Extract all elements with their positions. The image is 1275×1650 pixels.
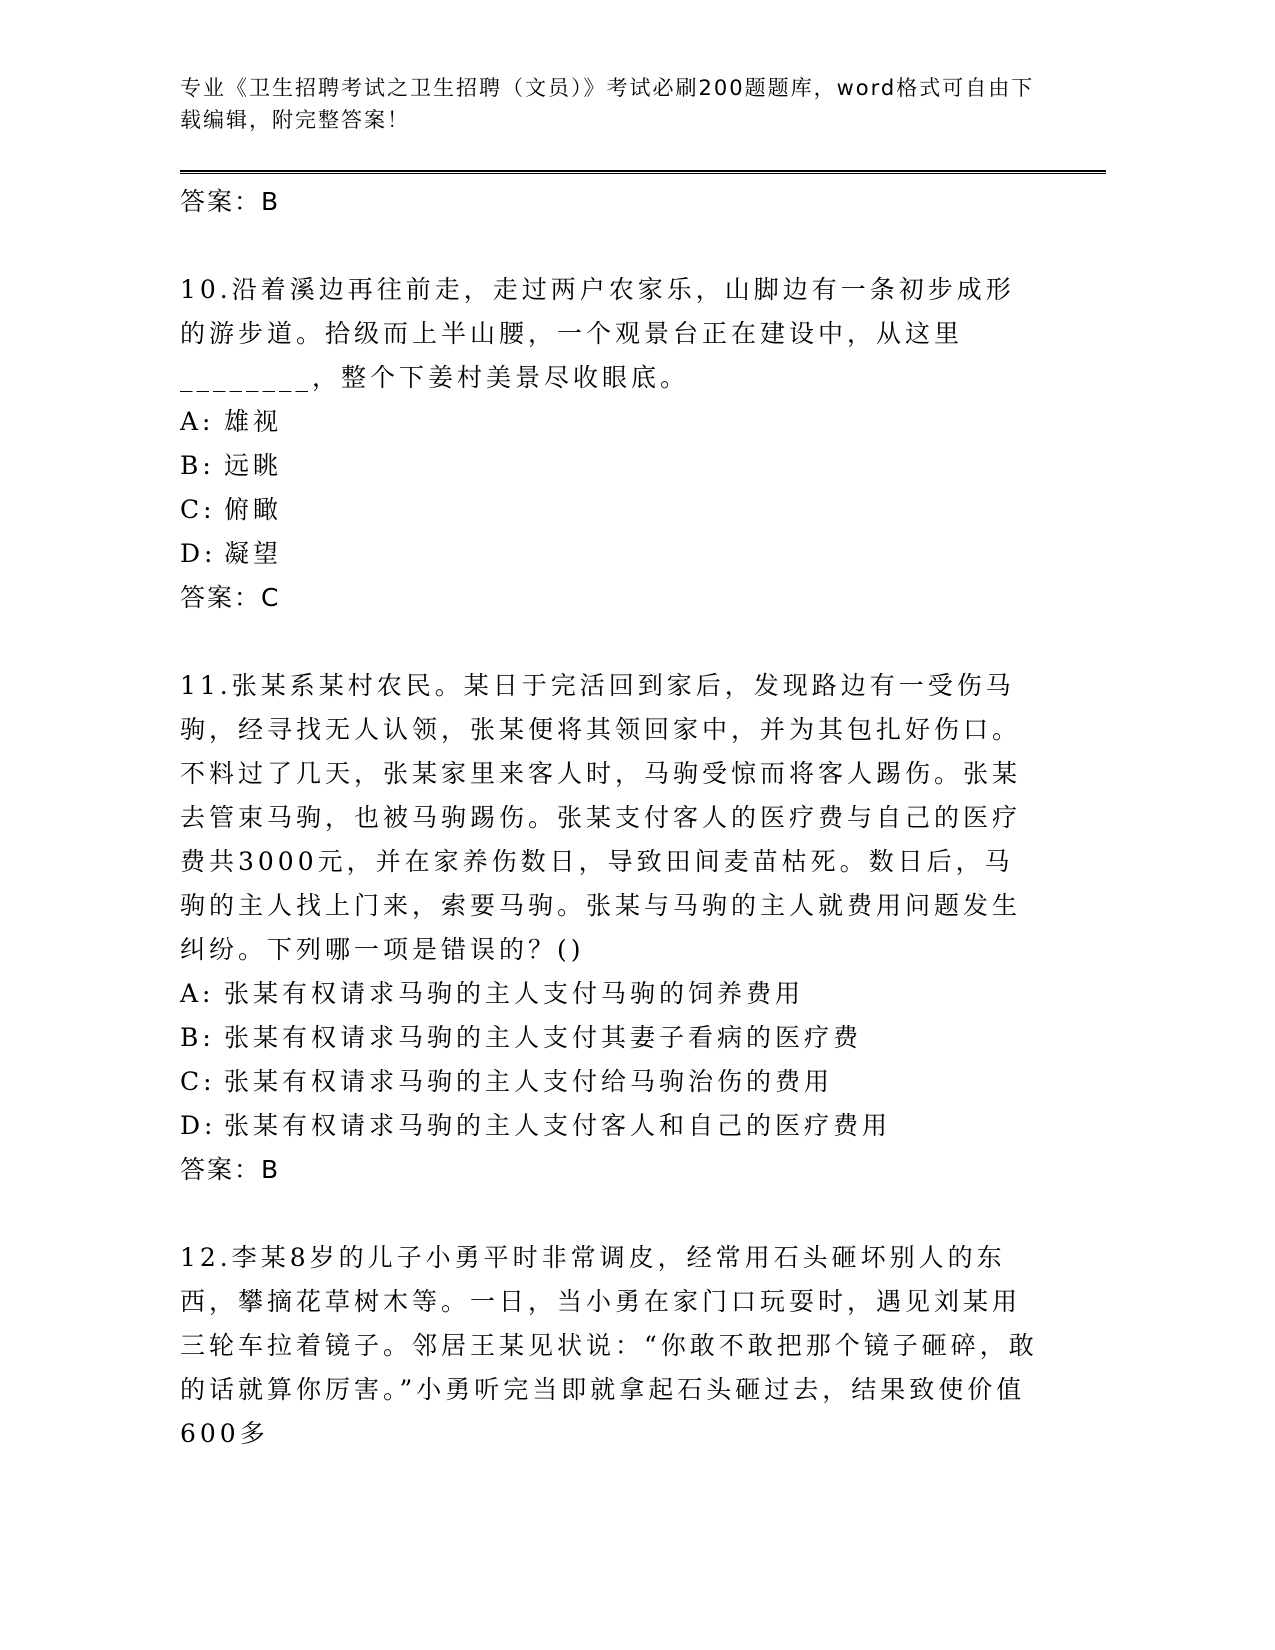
option-c: [180, 1060, 1040, 1104]
option-d: [180, 1104, 1040, 1148]
option-text: 张某有权请求马驹的主人支付给马驹治伤的费用: [224, 1067, 834, 1096]
option-letter: D:: [180, 539, 217, 568]
document-header: 专业《卫生招聘考试之卫生招聘（文员）》考试必刷200题题库，word格式可自由下载编辑，附完整答案！: [180, 76, 1035, 132]
option-text: 张某有权请求马驹的主人支付客人和自己的医疗费用: [224, 1111, 892, 1140]
answer-line: 答案：B: [180, 187, 281, 216]
answer-line: 答案：B: [180, 1155, 281, 1184]
question-stem: 11.张某系某村农民。某日于完活回到家后，发现路边有一受伤马驹，经寻找无人认领，张某便将其领回家中，并为其包扎好伤口。不料过了几天，张某家里来客人时，马驹受惊而将客人踢伤。张某去管束马驹，也被马驹踢伤。张某支付客人的医疗费与自己的医疗费共3000元，并在家养伤数日，导致田间麦苗枯死。数日后，马驹的主人找上门来，索要马驹。张某与马驹的主人就费用问题发生纠纷。下列哪一项是错误的？(): [180, 671, 1022, 964]
option-text: 凝望: [224, 539, 283, 568]
question-12: [180, 1236, 1040, 1456]
option-a: [180, 972, 1040, 1016]
option-text: 雄视: [224, 407, 283, 436]
option-letter: A:: [180, 407, 215, 436]
option-d: [180, 532, 1040, 576]
option-b: [180, 1016, 1040, 1060]
option-text: 张某有权请求马驹的主人支付其妻子看病的医疗费: [224, 1023, 863, 1052]
option-c: [180, 488, 1040, 532]
option-letter: B:: [180, 451, 215, 480]
option-letter: A:: [180, 979, 215, 1008]
option-text: 远眺: [224, 451, 283, 480]
question-11: [180, 664, 1040, 1192]
answer-line: 答案：C: [180, 583, 281, 612]
option-a: [180, 400, 1040, 444]
document-body: [180, 180, 1040, 1456]
question-10: [180, 268, 1040, 620]
header-divider: [180, 170, 1106, 174]
question-stem: 10.沿着溪边再往前走，走过两户农家乐，山脚边有一条初步成形的游步道。拾级而上半山腰，一个观景台正在建设中，从这里________，整个下姜村美景尽收眼底。: [180, 275, 1015, 392]
option-text: 俯瞰: [224, 495, 283, 524]
option-letter: C:: [180, 495, 216, 524]
option-text: 张某有权请求马驹的主人支付马驹的饲养费用: [224, 979, 805, 1008]
option-b: [180, 444, 1040, 488]
option-letter: B:: [180, 1023, 215, 1052]
option-letter: D:: [180, 1111, 217, 1140]
option-letter: C:: [180, 1067, 216, 1096]
question-stem: 12.李某8岁的儿子小勇平时非常调皮，经常用石头砸坏别人的东西，攀摘花草树木等。一日，当小勇在家门口玩耍时，遇见刘某用三轮车拉着镜子。邻居王某见状说：“你敢不敢把那个镜子砸碎，敢的话就算你厉害。”小勇听完当即就拿起石头砸过去，结果致使价值600多: [180, 1243, 1038, 1448]
